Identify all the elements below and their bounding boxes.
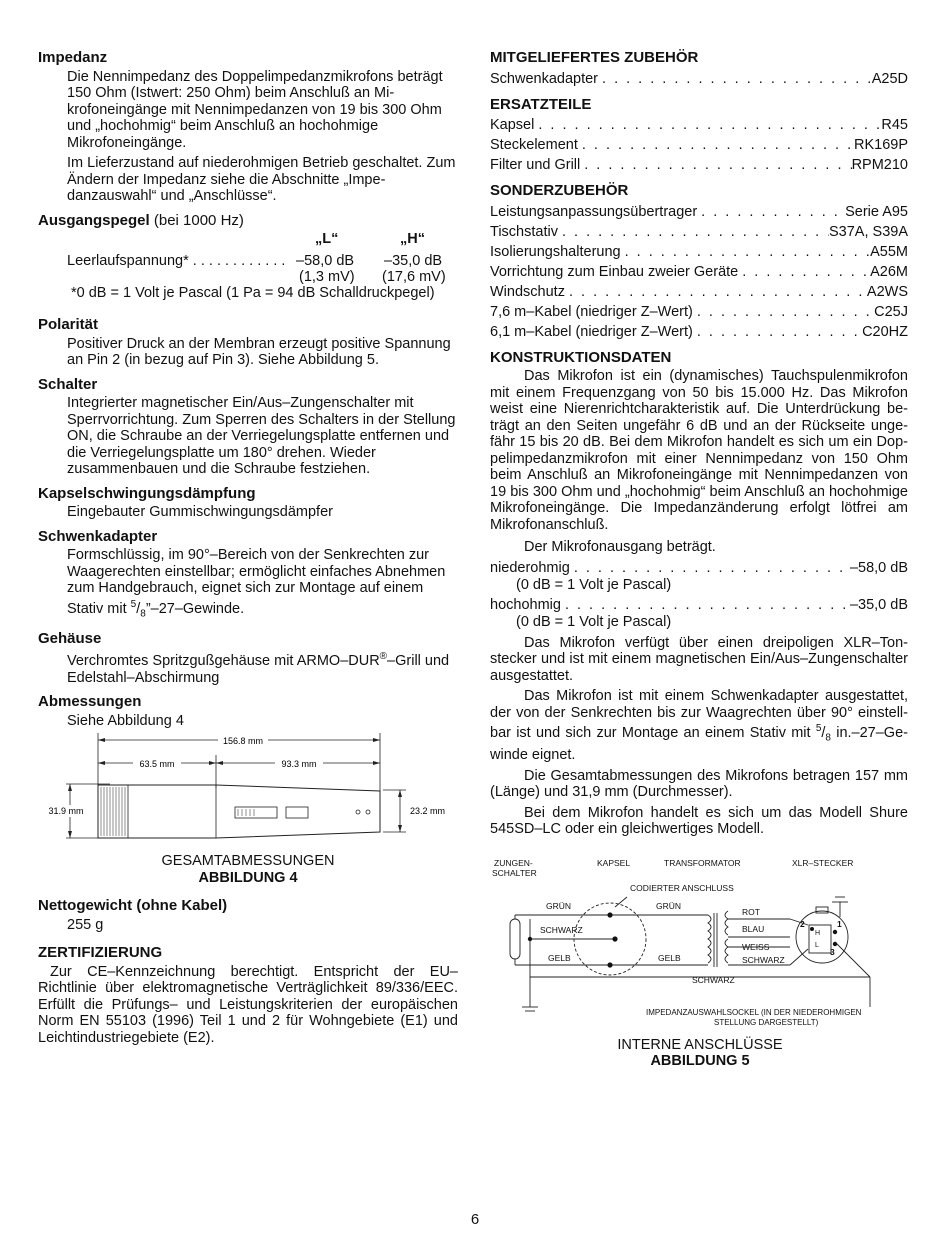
label-gruen-1: GRÜN	[546, 901, 572, 911]
abmessungen-text: Siehe Abbildung 4	[67, 712, 184, 729]
h-mv: (17,6 mV)	[382, 269, 446, 285]
leader-dots	[565, 282, 867, 302]
netto-text: 255 g	[67, 916, 104, 933]
item-label: Vorrichtung zum Einbau zweier Geräte	[490, 263, 739, 280]
item-label: Kapsel	[490, 117, 535, 133]
fig5-label: ABBILDUNG 5	[650, 1053, 750, 1069]
label-gelb-2: GELB	[658, 953, 681, 963]
output-row-low	[490, 560, 908, 577]
leader-dots	[693, 322, 862, 342]
konstr-text-1: Das Mikrofon ist ein (dynamisches) Tauchspulenmikrofon mit einem Frequenzgang von 50 bis 15.000 Hz. Das Mikrofon weist eine Nierenrichtcharakteristik auf. Die Unterdrückung beträgt an den Seiten ungefähr 6 dB und an der Rückseite ungefähr 15 bis 20 dB. Bei dem Mikrofon handelt es sich um ein Doppelimpedanzmikrofon mit einer Nennimpedanz von 150 Ohm beim Anschluß an Mikrofoneingänge mit Nennimpedanzen von 19 bis 300 Ohm und „hochohmig“ beim Anschluß an hochohmige Mikrofoneingänge. Die Impedanzänderung erfolgt lötfrei am Mikrofonanschluß.	[490, 368, 908, 533]
ersatz-list	[490, 115, 908, 175]
label-schwarz-3: SCHWARZ	[692, 975, 735, 985]
item-value: A25D	[871, 70, 908, 87]
output-note-low: (0 dB = 1 Volt je Pascal)	[516, 576, 672, 593]
dim-front: 63.5 mm	[139, 759, 175, 770]
pin-3: 3	[830, 947, 835, 957]
polaritaet-text: Positiver Druck an der Membran erzeugt positive Spannung an Pin 2 (in bezug auf Pin 3). Siehe Abbildung 5.	[67, 335, 451, 368]
output-row-high	[490, 597, 908, 614]
impedanz-text-1: Die Nennimpedanz des Doppelimpedanzmikrofons beträgt 150 Ohm (Istwert: 250 Ohm) beim Anschluß an Mikrofoneingänge mit Nennimpedanzen von 19 bis 300 Ohm und „hochohmig“ beim Anschluß an hochohmige Mikrofoneingänge.	[67, 68, 443, 151]
label-schwarz-1: SCHWARZ	[540, 925, 583, 935]
p4-frac-den: 8	[825, 732, 831, 744]
figure-4	[38, 733, 458, 853]
list-item	[490, 282, 908, 302]
item-label: Isolierungshalterung	[490, 243, 621, 260]
item-value: A26M	[870, 263, 908, 280]
pin-h: H	[815, 930, 821, 937]
ausgangspegel-title: Ausgangspegel	[38, 211, 150, 229]
leader-dots	[580, 155, 851, 175]
leader-dots	[693, 302, 874, 322]
col-l-header: „L“	[315, 231, 339, 247]
col-h-header: „H“	[400, 231, 425, 247]
output-label-high: hochohmig	[490, 597, 561, 613]
list-item	[490, 135, 908, 155]
item-value: A2WS	[866, 283, 908, 300]
item-label: Schwenkadapter	[490, 70, 599, 87]
dim-total: 156.8 mm	[222, 736, 264, 747]
left-column	[38, 50, 458, 1050]
frac-den: 8	[140, 608, 146, 620]
item-value: RK169P	[853, 137, 908, 153]
leerlauf-label: Leerlaufspannung* . . . . . . . . . . . .	[67, 253, 286, 269]
label-weiss: WEISS	[742, 942, 770, 952]
label-gruen-2: GRÜN	[656, 901, 682, 911]
gehaeuse-heading: Gehäuse	[38, 629, 102, 647]
gehaeuse-body: Verchromtes Spritzgußgehäuse mit ARMO–DUR	[67, 653, 380, 670]
item-label: Filter und Grill	[490, 157, 581, 173]
item-value: A55M	[870, 243, 908, 260]
pin-l: L	[815, 942, 819, 949]
konstr-text-4: Das Mikrofon ist mit einem Schwenkadapter ausgestattet, der von der Senkrechten bis zur Waagrechten über 90° einstellbar ist und sich zur Montage an einem Stativ mit $^5/_8$ in.–27–Gewinde eignet.	[490, 688, 908, 764]
kapsel-text: Eingebauter Gummischwingungsdämpfer	[67, 504, 333, 520]
zubehoer-heading: MITGELIEFERTES ZUBEHÖR	[490, 49, 699, 66]
item-label: 6,1 m–Kabel (niedriger Z–Wert)	[490, 323, 693, 340]
list-item	[490, 115, 908, 135]
schwenk-end: ”–27–Gewinde.	[145, 600, 245, 617]
l-mv: (1,3 mV)	[299, 269, 355, 285]
schalter-heading: Schalter	[38, 375, 98, 393]
ausgangspegel-suffix: (bei 1000 Hz)	[149, 211, 244, 229]
label-rot: ROT	[742, 907, 760, 917]
l-db: –58,0 dB	[296, 253, 355, 269]
p4-frac-num: 5	[815, 723, 822, 734]
output-note-high: (0 dB = 1 Volt je Pascal)	[516, 614, 672, 630]
leader-dots	[621, 242, 871, 262]
list-item	[490, 242, 908, 262]
schwenk-heading: Schwenkadapter	[38, 527, 158, 545]
schwenk-text: Formschlüssig, im 90°–Bereich von der Senkrechten zur Waagerechten einstellbar; ermöglicht einfaches Abnehmen zum Handgebrauch, eignet sich zur Montage auf einem Stativ mit $^5/_8”-27$–Gewinde.	[67, 547, 446, 620]
impedanz-heading: Impedanz	[38, 49, 108, 66]
leader-dots	[558, 222, 829, 242]
wiring-diagram	[490, 857, 910, 1032]
label-trafo: TRANSFORMATOR	[664, 858, 741, 868]
figure-5-caption	[490, 1037, 910, 1070]
leader-dots	[738, 262, 870, 282]
abmessungen-heading: Abmessungen	[38, 693, 142, 711]
output-label-low: niederohmig	[490, 559, 570, 576]
right-column	[490, 50, 908, 842]
netto-heading: Nettogewicht (ohne Kabel)	[38, 897, 228, 915]
pin-2: 2	[800, 919, 805, 929]
fig5-caption-text: INTERNE ANSCHLÜSSE	[617, 1036, 783, 1053]
leader-dots	[598, 69, 872, 89]
page-number: 6	[470, 1211, 480, 1228]
schalter-text: Integrierter magnetischer Ein/Aus–Zungenschalter mit Sperrvorrichtung. Zum Sperren des Schalters in der Stellung ON, die Schraube an der Verriegelungsplatte entfernen und die Verriegelungsplatte um 180° drehen. Wieder zusammenbauen und die Schraube festziehen.	[67, 395, 456, 477]
figure-4-caption	[38, 853, 458, 886]
item-value: R45	[881, 117, 908, 133]
ausgangspegel-table	[67, 231, 458, 309]
figure-5	[490, 857, 910, 1072]
sonder-list	[490, 202, 908, 342]
polaritaet-heading: Polarität	[38, 316, 99, 333]
label-codiert: CODIERTER ANSCHLUSS	[630, 883, 734, 893]
list-item	[490, 155, 908, 175]
item-label: 7,6 m–Kabel (niedriger Z–Wert)	[490, 303, 693, 320]
list-item	[490, 202, 908, 222]
list-item	[490, 222, 908, 242]
leader-dots	[697, 202, 845, 222]
item-value: C20HZ	[862, 323, 908, 340]
label-schalter: SCHALTER	[492, 868, 537, 878]
item-value: RPM210	[851, 157, 908, 173]
gehaeuse-text	[67, 649, 458, 686]
item-value: S37A, S39A	[829, 223, 908, 240]
label-zungen: ZUNGEN-	[494, 858, 533, 868]
leader-dots	[578, 135, 854, 155]
leader-dots	[570, 560, 850, 577]
label-gelb-1: GELB	[548, 953, 571, 963]
list-item	[490, 69, 908, 89]
ausgangspegel-footnote: *0 dB = 1 Volt je Pascal (1 Pa = 94 dB Schalldruckpegel)	[71, 285, 435, 301]
zubehoer-list	[490, 69, 908, 89]
fig4-label: ABBILDUNG 4	[198, 869, 298, 886]
schwenk-body: Formschlüssig, im 90°–Bereich von der Senkrechten zur Waagerechten einstellbar; ermöglicht einfaches Abnehmen zum Handgebrauch, eignet sich zur Montage auf einem Stativ mit	[67, 547, 446, 617]
item-label: Steckelement	[490, 137, 578, 153]
label-xlr: XLR–STECKER	[792, 858, 854, 868]
output-value-low: –58,0 dB	[849, 559, 908, 576]
pin-1: 1	[837, 919, 842, 929]
leader-dots	[561, 597, 850, 614]
list-item	[490, 302, 908, 322]
leader-dots	[534, 115, 881, 135]
konstr-text-2: Der Mikrofonausgang beträgt.	[524, 539, 716, 555]
h-db: –35,0 dB	[384, 253, 443, 269]
item-value: Serie A95	[845, 203, 908, 220]
ersatz-heading: ERSATZTEILE	[490, 95, 592, 113]
list-item	[490, 322, 908, 342]
konstr-4-end: in.–27–Gewinde eignet.	[490, 724, 908, 764]
label-sockel-1: IMPEDANZAUSWAHLSOCKEL (IN DER NIEDEROHMIGEN	[646, 1008, 862, 1017]
item-label: Windschutz	[490, 283, 565, 300]
dim-rear: 93.3 mm	[281, 759, 317, 770]
zert-heading: ZERTIFIZIERUNG	[38, 944, 163, 962]
label-sockel-2: STELLUNG DARGESTELLT)	[714, 1018, 819, 1027]
output-value-high: –35,0 dB	[849, 597, 908, 613]
registered-mark: ®	[379, 651, 388, 663]
item-value: C25J	[874, 303, 908, 320]
impedanz-text-2: Im Lieferzustand auf niederohmigen Betrieb geschaltet. Zum Ändern der Impedanz siehe die Abschnitte „Impedanzauswahl“ und „Anschlüsse“.	[67, 155, 456, 204]
fig4-caption-text: GESAMTABMESSUNGEN	[161, 853, 335, 870]
item-label: Tischstativ	[490, 223, 558, 240]
kapsel-heading: Kapselschwingungsdämpfung	[38, 484, 256, 502]
list-item	[490, 262, 908, 282]
microphone-dimension-drawing	[38, 733, 458, 853]
konstr-text-3: Das Mikrofon verfügt über einen dreipoligen XLR–Tonstecker und ist mit einem magnetischen Ein/Aus–Zungenschalter ausgestattet.	[490, 634, 908, 684]
dim-dia-right: 23.2 mm	[410, 806, 446, 817]
label-blau: BLAU	[742, 924, 765, 934]
konstr-heading: KONSTRUKTIONSDATEN	[490, 348, 672, 366]
ausgangspegel-heading	[38, 213, 458, 230]
zert-text: Zur CE–Kennzeichnung berechtigt. Entspricht der EU–Richtlinie über elektromagnetische Verträglichkeit 89/336/EEC. Erfüllt die Prüfungs– und Leistungskriterien der europäischen Norm EN 55103 (1996) Teil 1 und 2 für Wohngebiete (E1) und Leichtindustriegebiete (E2).	[38, 963, 458, 1046]
dim-dia-left: 31.9 mm	[48, 806, 84, 817]
konstr-text-6: Bei dem Mikrofon handelt es sich um das Modell Shure 545SD–LC oder ein gleichwertiges Modell.	[490, 804, 908, 838]
konstr-text-5: Die Gesamtabmessungen des Mikrofons betragen 157 mm (Länge) und 31,9 mm (Durchmesser).	[490, 767, 908, 801]
label-schwarz-2: SCHWARZ	[742, 955, 785, 965]
gehaeuse-end: –Grill und Edelstahl–Abschirmung	[67, 653, 450, 686]
konstr-4-body: Das Mikrofon ist mit einem Schwenkadapter ausgestattet, der von der Senkrechten bis zur Waagrechten über 90° einstellbar ist und sich zur Montage an einem Stativ mit	[490, 688, 908, 741]
label-kapsel: KAPSEL	[597, 858, 631, 868]
frac-num: 5	[130, 598, 137, 610]
item-label: Leistungsanpassungsübertrager	[490, 203, 698, 220]
sonder-heading: SONDERZUBEHÖR	[490, 182, 629, 199]
